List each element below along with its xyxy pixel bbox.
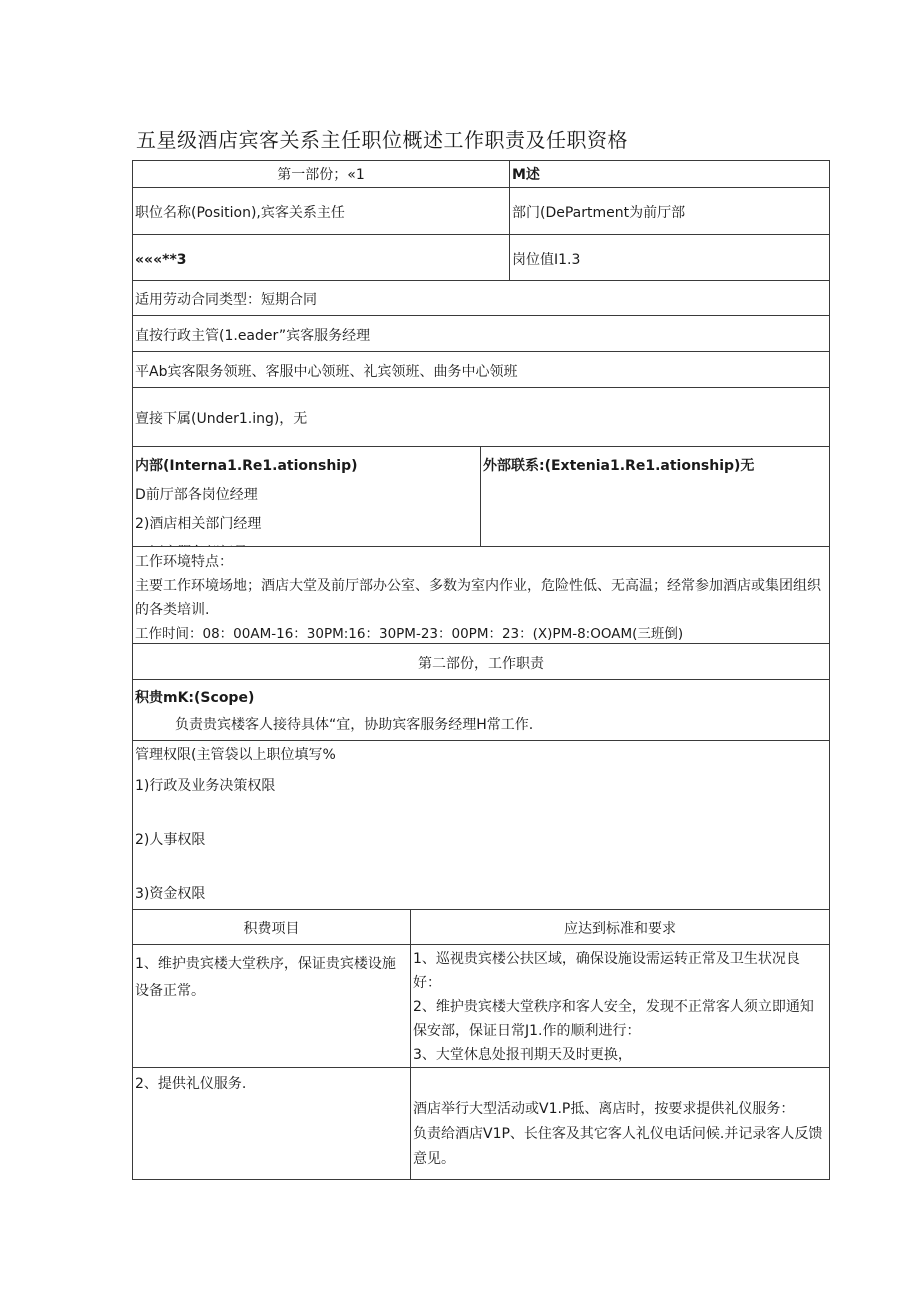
duty-standard: 2、维护贵宾楼大堂秩序和客人安全，发现不正常客人须立即通知保安部，保证日常J1.作的顺利进行： [413,999,814,1039]
authority-cell [132,740,830,910]
environment-cell [132,546,830,644]
part2-header: 第二部份，工作职责 [418,655,544,672]
scope-cell [132,679,830,741]
environment-text: 主要工作环境场地；酒店大堂及前厅部办公室、多数为室内作业，危险性低、无高温；经常参加酒店或集团组织的各类培训. [135,578,821,618]
peer-positions: 平Ab宾客限务领班、客服中心领班、礼宾领班、曲务中心领班 [135,363,518,380]
contract-type: 适用劳动合同类型：短期合同 [135,292,317,308]
internal-relations-item: 2)酒店相关部门经理 [135,516,262,532]
part1-header-right-text: M述 [512,167,540,183]
post-value: 岗位值I1.3 [512,251,581,268]
external-relations: 外部联系:(Extenia1.Re1.ationship)无 [483,458,755,474]
duties-header-standard-text: 应达到标准和要求 [564,921,676,937]
duty-standard: 酒店举行大型活动或V1.P抵、离店时，按要求提供礼仪服务： [413,1101,795,1117]
contract-type-cell [132,280,830,316]
scope-label: 积贵mK:(Scope) [135,690,255,706]
part1-header-left [132,160,510,188]
peer-cell [132,351,830,388]
duty-standard-cell [410,1067,830,1180]
internal-relations-label: 内部(Interna1.Re1.ationship) [135,458,358,474]
duties-header-standard [410,909,830,945]
duty-item: 2、提供礼仪服务. [135,1076,247,1092]
authority-item: 2)人事权限 [135,832,206,848]
external-relations-cell [480,446,830,547]
scope-text: 负责贵宾楼客人接待具体“宜，协助宾客服务经理H常工作. [175,717,534,733]
duty-item-cell [132,1067,411,1180]
duties-header-item-text: 积费项目 [243,921,300,937]
authority-item: 3)资金权限 [135,886,206,902]
position-cell [132,187,510,235]
department-cell [509,187,830,235]
position-code: «««**3 [135,251,187,268]
direct-leader: 直按行政主管(1.eader”宾客服务经理 [135,327,371,344]
duties-header-item [132,909,411,945]
duty-standard-cell [410,944,830,1068]
department-name: 部门(DePartment为前厅部 [512,205,686,221]
post-value-cell [509,234,830,281]
duty-standard: 负责给酒店V1P、长住客及其它客人礼仪电话问候.并记录客人反馈意见。 [413,1126,823,1167]
position-name: 职位名称(Position),宾客关系主任 [135,205,345,221]
duty-item: 1、维护贵宾楼大堂秩序，保证贵宾楼设施设备正常。 [135,956,396,999]
authority-heading: 管理权限(主管袋以上职位填写% [135,747,336,763]
authority-item: 1)行政及业务决策权限 [135,778,276,794]
duty-item-cell [132,944,411,1068]
duty-standard: 3、大堂休息处报刊期天及时更换， [413,1047,632,1063]
internal-relations-item: D前厅部各岗位经理 [135,487,258,503]
subordinate-cell [132,387,830,447]
subordinates: 亶接下属(Under1.ing)，无 [135,411,308,427]
part1-header-left-text: 第一部份；«1 [277,167,365,183]
direct-leader-cell [132,315,830,352]
part2-header-cell [132,643,830,680]
part1-header-right [509,160,830,188]
work-hours: 工作时间：08：00AM-16：30PM:16：30PM-23：00PM：23：(X)PM-8:OOAM(三班倒) [135,626,684,642]
environment-heading: 工作环境特点： [135,554,233,570]
code-cell [132,234,510,281]
document-title: 五星级酒店宾客关系主任职位概述工作职责及任职资格 [136,128,628,152]
duty-standard: 1、巡视贵宾楼公扶区域，确保设施设需运转正常及卫生状况良好： [413,951,800,991]
internal-relations-cell [132,446,481,547]
